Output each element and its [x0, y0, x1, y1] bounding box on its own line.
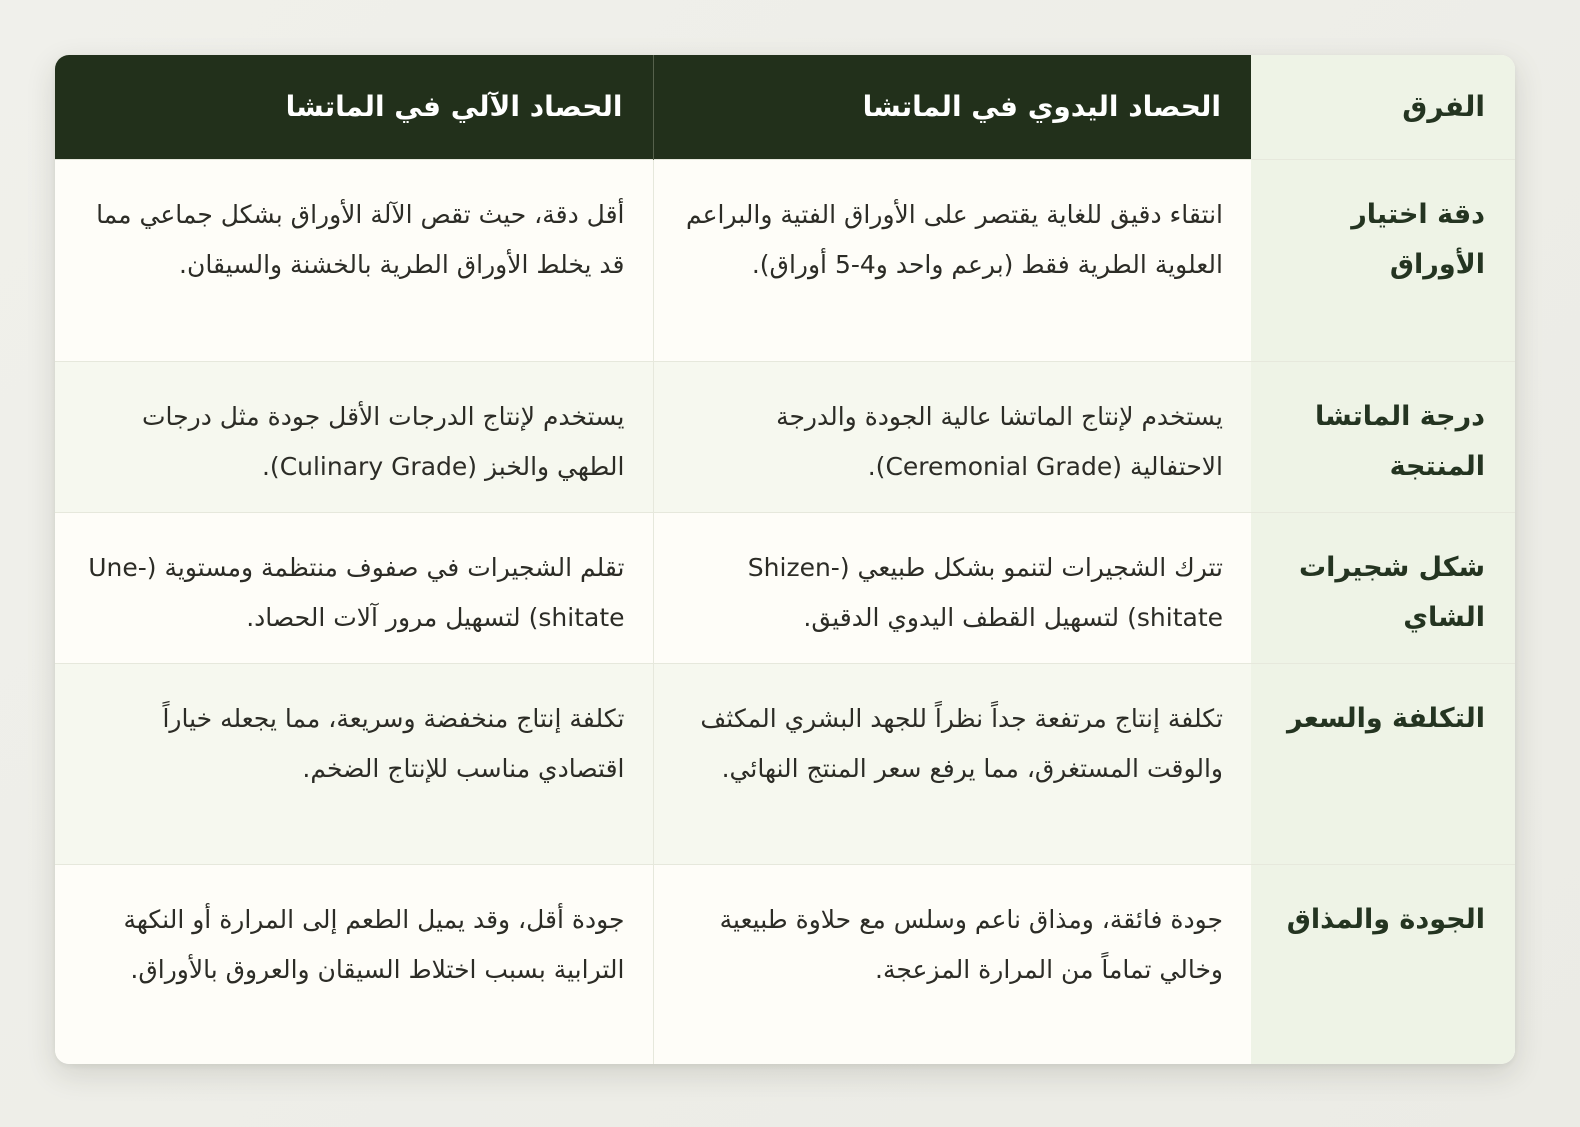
table-row [55, 512, 1515, 663]
table-row [55, 864, 1515, 1064]
table-row [55, 663, 1515, 864]
machine-cell: تقلم الشجيرات في صفوف منتظمة ومستوية (Une-shitate) لتسهيل مرور آلات الحصاد. [55, 512, 653, 663]
comparison-table [55, 55, 1515, 1064]
header-manual-harvest: الحصاد اليدوي في الماتشا [653, 55, 1251, 159]
machine-cell: جودة أقل، وقد يميل الطعم إلى المرارة أو النكهة الترابية بسبب اختلاط السيقان والعروق بالأوراق. [55, 864, 653, 1064]
row-label: شكل شجيرات الشاي [1251, 512, 1515, 663]
table-header [55, 55, 1515, 159]
manual-cell: جودة فائقة، ومذاق ناعم وسلس مع حلاوة طبيعية وخالي تماماً من المرارة المزعجة. [653, 864, 1251, 1064]
manual-cell: يستخدم لإنتاج الماتشا عالية الجودة والدرجة الاحتفالية (Ceremonial Grade). [653, 361, 1251, 512]
machine-cell: يستخدم لإنتاج الدرجات الأقل جودة مثل درجات الطهي والخبز (Culinary Grade). [55, 361, 653, 512]
table-row [55, 361, 1515, 512]
row-label: دقة اختيار الأوراق [1251, 159, 1515, 361]
manual-cell: انتقاء دقيق للغاية يقتصر على الأوراق الفتية والبراعم العلوية الطرية فقط (برعم واحد و4-5 أوراق). [653, 159, 1251, 361]
header-row [55, 55, 1515, 159]
row-label: درجة الماتشا المنتجة [1251, 361, 1515, 512]
header-difference: الفرق [1251, 55, 1515, 159]
machine-cell: أقل دقة، حيث تقص الآلة الأوراق بشكل جماعي مما قد يخلط الأوراق الطرية بالخشنة والسيقان. [55, 159, 653, 361]
header-machine-harvest: الحصاد الآلي في الماتشا [55, 55, 653, 159]
machine-cell: تكلفة إنتاج منخفضة وسريعة، مما يجعله خياراً اقتصادي مناسب للإنتاج الضخم. [55, 663, 653, 864]
row-label: التكلفة والسعر [1251, 663, 1515, 864]
manual-cell: تكلفة إنتاج مرتفعة جداً نظراً للجهد البشري المكثف والوقت المستغرق، مما يرفع سعر المنتج النهائي. [653, 663, 1251, 864]
table-body [55, 159, 1515, 1064]
row-label: الجودة والمذاق [1251, 864, 1515, 1064]
manual-cell: تترك الشجيرات لتنمو بشكل طبيعي (Shizen-shitate) لتسهيل القطف اليدوي الدقيق. [653, 512, 1251, 663]
table-row [55, 159, 1515, 361]
comparison-table-card [55, 55, 1515, 1064]
